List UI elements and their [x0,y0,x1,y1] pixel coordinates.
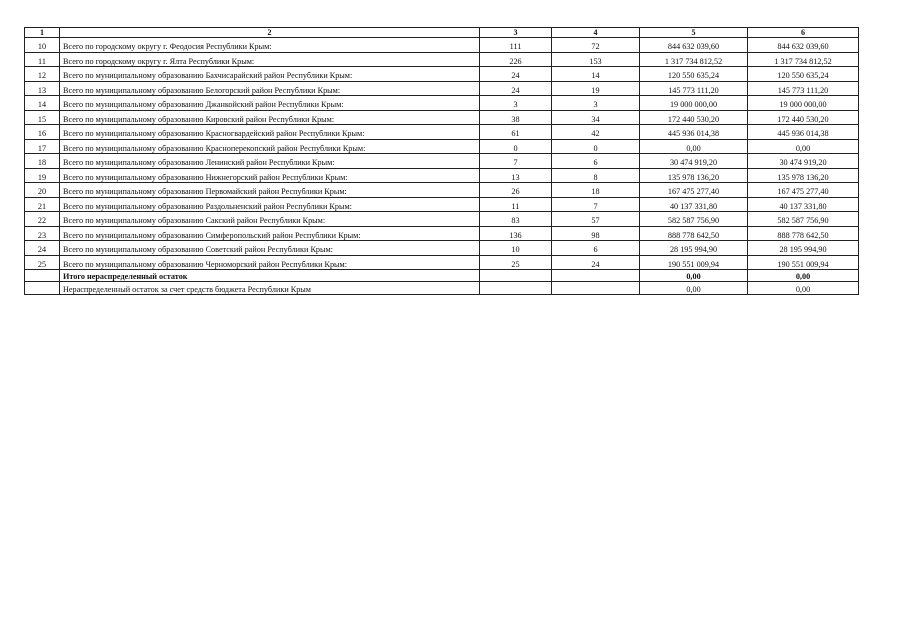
row-col4-cell: 57 [552,212,640,227]
row-col6-cell: 145 773 111,20 [748,81,859,96]
total-empty-cell [25,270,60,282]
row-col5-cell: 135 978 136,20 [640,168,748,183]
row-col6-cell: 30 474 919,20 [748,154,859,169]
row-name-cell: Всего по муниципальному образованию Красноперекопский район Республики Крым: [60,139,480,154]
table-row [25,38,859,53]
row-col5-cell: 145 773 111,20 [640,81,748,96]
row-number-cell: 19 [25,168,60,183]
row-col4-cell: 6 [552,154,640,169]
row-col3-cell: 13 [480,168,552,183]
unallocated-col6-cell: 0,00 [748,282,859,295]
row-name-cell: Всего по муниципальному образованию Советский район Республики Крым: [60,241,480,256]
row-name-cell: Всего по муниципальному образованию Белогорский район Республики Крым: [60,81,480,96]
row-number-cell: 11 [25,52,60,67]
row-col4-cell: 153 [552,52,640,67]
row-col3-cell: 25 [480,255,552,270]
table-row [25,96,859,111]
header-cell: 6 [748,28,859,38]
row-col4-cell: 0 [552,139,640,154]
row-col6-cell: 445 936 014,38 [748,125,859,140]
row-col6-cell: 19 000 000,00 [748,96,859,111]
row-col4-cell: 24 [552,255,640,270]
row-col6-cell: 888 778 642,50 [748,226,859,241]
row-col3-cell: 83 [480,212,552,227]
total-empty-cell [552,270,640,282]
row-number-cell: 22 [25,212,60,227]
row-col6-cell: 582 587 756,90 [748,212,859,227]
row-col3-cell: 24 [480,81,552,96]
row-col3-cell: 3 [480,96,552,111]
total-col6-cell: 0,00 [748,270,859,282]
table-row [25,81,859,96]
header-cell: 5 [640,28,748,38]
table-row [25,212,859,227]
row-col3-cell: 111 [480,38,552,53]
row-number-cell: 23 [25,226,60,241]
row-col6-cell: 844 632 039,60 [748,38,859,53]
row-name-cell: Всего по муниципальному образованию Джанкойский район Республики Крым: [60,96,480,111]
row-col3-cell: 61 [480,125,552,140]
table-header-row [25,28,859,38]
row-name-cell: Всего по муниципальному образованию Красногвардейский район Республики Крым: [60,125,480,140]
row-col5-cell: 190 551 009,94 [640,255,748,270]
table-row [25,139,859,154]
row-col5-cell: 28 195 994,90 [640,241,748,256]
row-col4-cell: 42 [552,125,640,140]
row-col6-cell: 190 551 009,94 [748,255,859,270]
row-name-cell: Всего по муниципальному образованию Бахчисарайский район Республики Крым: [60,67,480,82]
header-cell: 4 [552,28,640,38]
row-name-cell: Всего по муниципальному образованию Раздольненский район Республики Крым: [60,197,480,212]
row-col4-cell: 3 [552,96,640,111]
table-row [25,197,859,212]
row-col4-cell: 34 [552,110,640,125]
row-col5-cell: 40 137 331,80 [640,197,748,212]
row-number-cell: 12 [25,67,60,82]
unallocated-empty-cell [552,282,640,295]
row-col6-cell: 1 317 734 812,52 [748,52,859,67]
row-col6-cell: 40 137 331,80 [748,197,859,212]
table-row [25,226,859,241]
table-row [25,52,859,67]
row-number-cell: 15 [25,110,60,125]
row-col3-cell: 11 [480,197,552,212]
row-name-cell: Всего по муниципальному образованию Нижнегорский район Республики Крым: [60,168,480,183]
row-number-cell: 24 [25,241,60,256]
row-col5-cell: 844 632 039,60 [640,38,748,53]
row-col3-cell: 38 [480,110,552,125]
unallocated-empty-cell [25,282,60,295]
row-number-cell: 20 [25,183,60,198]
row-col3-cell: 226 [480,52,552,67]
row-name-cell: Всего по муниципальному образованию Черноморский район Республики Крым: [60,255,480,270]
budget-allocation-table [24,27,859,295]
row-number-cell: 13 [25,81,60,96]
row-col6-cell: 172 440 530,20 [748,110,859,125]
row-col5-cell: 0,00 [640,139,748,154]
row-col6-cell: 0,00 [748,139,859,154]
row-number-cell: 21 [25,197,60,212]
row-col6-cell: 120 550 635,24 [748,67,859,82]
row-number-cell: 25 [25,255,60,270]
row-col3-cell: 26 [480,183,552,198]
row-name-cell: Всего по городскому округу г. Феодосия Республики Крым: [60,38,480,53]
row-col5-cell: 167 475 277,40 [640,183,748,198]
total-col5-cell: 0,00 [640,270,748,282]
row-number-cell: 10 [25,38,60,53]
row-col5-cell: 888 778 642,50 [640,226,748,241]
header-cell: 2 [60,28,480,38]
row-col4-cell: 6 [552,241,640,256]
row-col4-cell: 7 [552,197,640,212]
row-col4-cell: 8 [552,168,640,183]
total-empty-cell [480,270,552,282]
table-row [25,183,859,198]
table-row [25,241,859,256]
row-col3-cell: 10 [480,241,552,256]
row-col6-cell: 167 475 277,40 [748,183,859,198]
row-col5-cell: 30 474 919,20 [640,154,748,169]
row-col5-cell: 120 550 635,24 [640,67,748,82]
row-number-cell: 14 [25,96,60,111]
unallocated-col5-cell: 0,00 [640,282,748,295]
row-col3-cell: 7 [480,154,552,169]
unallocated-empty-cell [480,282,552,295]
unallocated-label-cell: Нераспределенный остаток за счет средств бюджета Республики Крым [60,282,480,295]
header-cell: 3 [480,28,552,38]
row-name-cell: Всего по муниципальному образованию Симферопольский район Республики Крым: [60,226,480,241]
row-number-cell: 18 [25,154,60,169]
row-col4-cell: 14 [552,67,640,82]
row-name-cell: Всего по муниципальному образованию Ленинский район Республики Крым: [60,154,480,169]
table-row [25,67,859,82]
row-name-cell: Всего по муниципальному образованию Сакский район Республики Крым: [60,212,480,227]
row-col6-cell: 28 195 994,90 [748,241,859,256]
row-col5-cell: 172 440 530,20 [640,110,748,125]
row-col3-cell: 0 [480,139,552,154]
row-col3-cell: 136 [480,226,552,241]
total-label-cell: Итого нераспределенный остаток [60,270,480,282]
row-name-cell: Всего по муниципальному образованию Первомайский район Республики Крым: [60,183,480,198]
row-col5-cell: 582 587 756,90 [640,212,748,227]
table-row [25,168,859,183]
row-col4-cell: 18 [552,183,640,198]
row-col4-cell: 19 [552,81,640,96]
row-name-cell: Всего по муниципальному образованию Кировский район Республики Крым: [60,110,480,125]
row-col3-cell: 24 [480,67,552,82]
table-row [25,125,859,140]
table-row [25,110,859,125]
total-row [25,270,859,282]
header-cell: 1 [25,28,60,38]
row-number-cell: 17 [25,139,60,154]
row-col5-cell: 1 317 734 812,52 [640,52,748,67]
table-row [25,255,859,270]
row-col4-cell: 72 [552,38,640,53]
unallocated-row [25,282,859,295]
row-col6-cell: 135 978 136,20 [748,168,859,183]
table-row [25,154,859,169]
row-name-cell: Всего по городскому округу г. Ялта Республики Крым: [60,52,480,67]
row-number-cell: 16 [25,125,60,140]
row-col5-cell: 445 936 014,38 [640,125,748,140]
row-col5-cell: 19 000 000,00 [640,96,748,111]
row-col4-cell: 98 [552,226,640,241]
